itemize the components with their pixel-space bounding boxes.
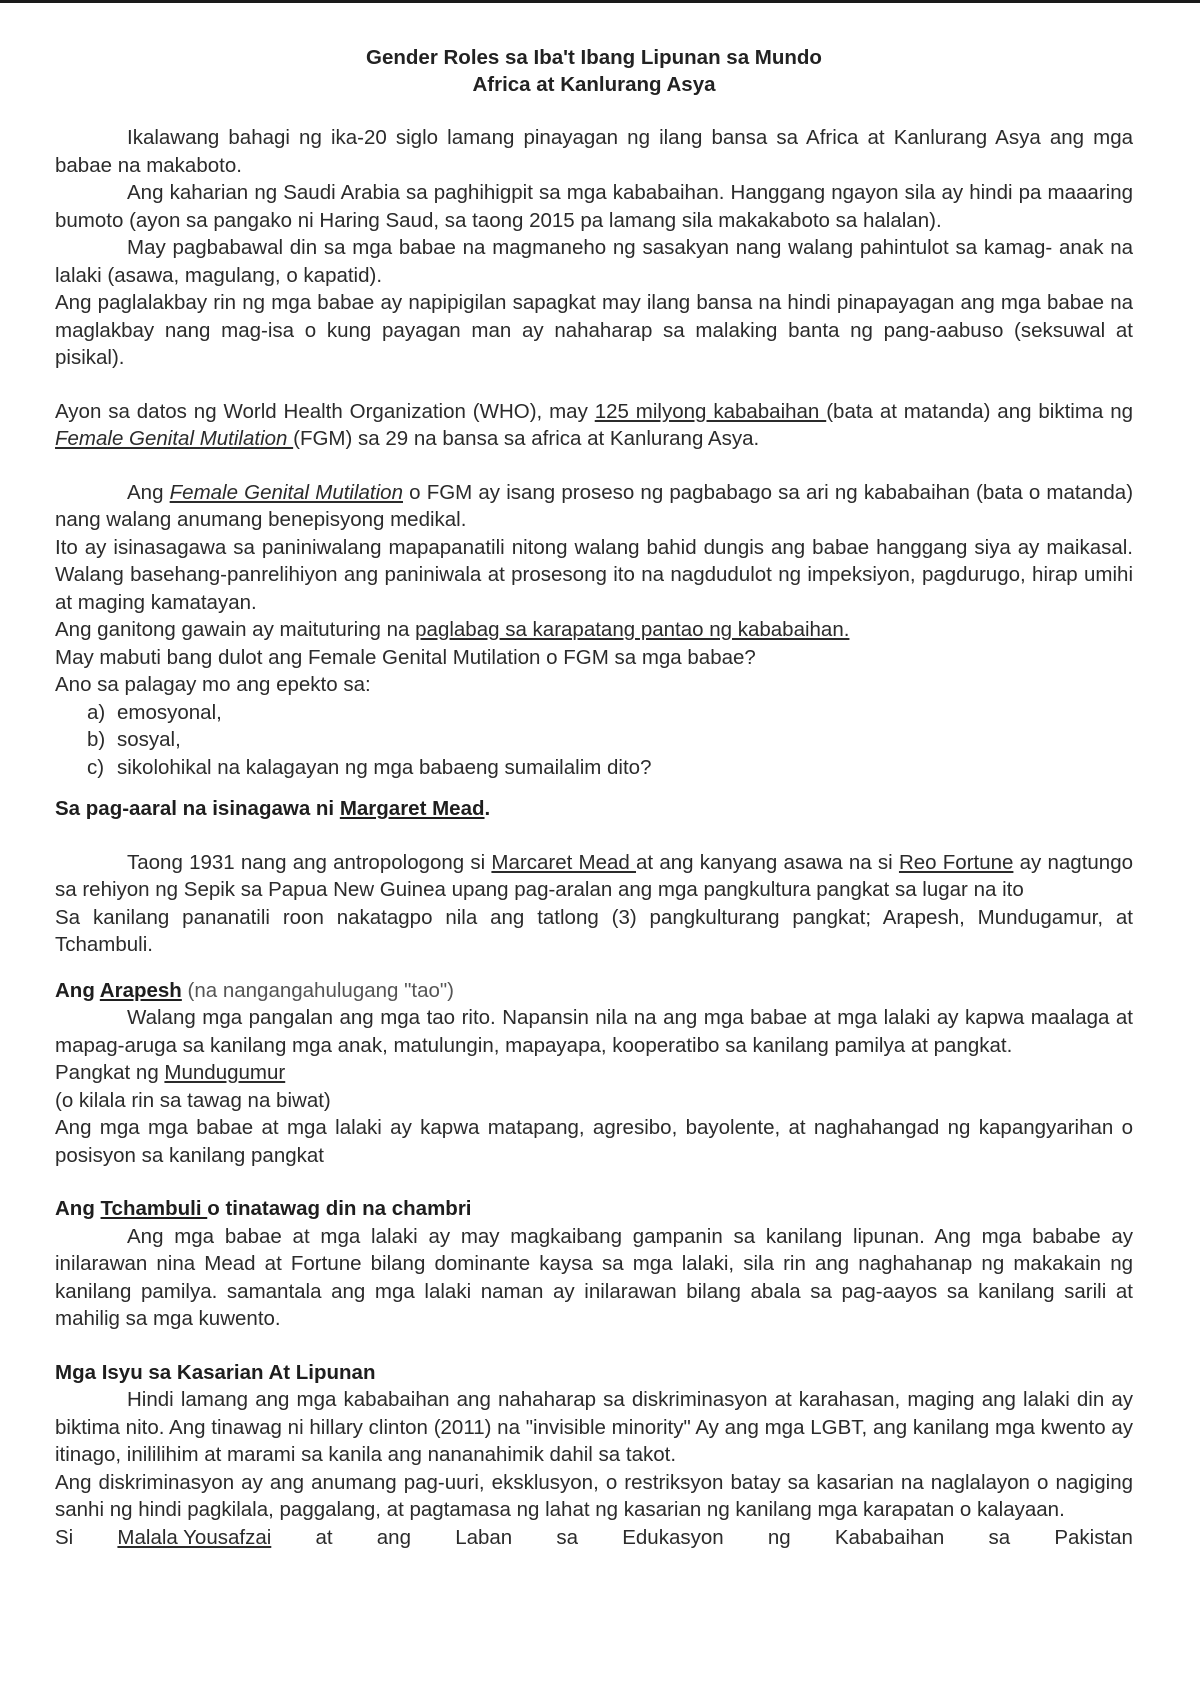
paragraph-discrimination: Ang diskriminasyon ay ang anumang pag-uuri, eksklusyon, o restriksyon batay sa kasarian na naglalayon o nagiging sanhi ng hindi pagkilala, paggalang, at pagtamasa ng lahat ng kasarian ng kanilang mga karapatan o kalayaan. xyxy=(55,1470,1133,1521)
heading-arapesh: Ang Arapesh (na nangangahulugang "tao") xyxy=(55,978,454,1002)
paragraph-tchambuli: Ang mga babae at mga lalaki ay may magkaibang gampanin sa kanilang lipunan. Ang mga bababe ay inilarawan nina Mead at Fortune bilang dominante kaysa sa mga lalaki, sila rin ang naghahanap ng makakain ng kanilang pamilya. samantala ang mga lalaki naman ay inilarawan bilang abala sa pag-aayos sa kanilang sarili at mahilig sa mga kuwento. xyxy=(55,1224,1133,1330)
list-item: b) sosyal, xyxy=(87,728,181,751)
paragraph-biwat: (o kilala rin sa tawag na biwat) xyxy=(55,1088,331,1112)
paragraph-human-rights: Ang ganitong gawain ay maituturing na paglabag sa karapatang pantao ng kababaihan. xyxy=(55,618,850,641)
reo-fortune-name: Reo Fortune xyxy=(898,850,1014,874)
who-figure: 125 milyong kababaihan xyxy=(594,399,827,423)
top-border-line xyxy=(0,0,1200,3)
paragraph-travel: Ang paglalakbay rin ng mga babae ay napipigilan sapagkat may ilang bansa na hindi pinapayagan ang mga babae na maglakbay nang mag-isa o kung payagan man ay nahaharap sa malaking banta ng pang-aabuso (seksuwal at pisikal). xyxy=(55,291,1133,369)
question-fgm-benefit: May mabuti bang dulot ang Female Genital Mutilation o FGM sa mga babae? xyxy=(55,645,756,669)
paragraph-mead-study: Taong 1931 nang ang antropologong si Marcaret Mead at ang kanyang asawa na si Reo Fortune ay nagtungo sa rehiyon ng Sepik sa Papua New Guinea upang pag-aralan ang mga pangkultura pangkat sa lugar na ito xyxy=(55,850,1133,901)
heading-tchambuli: Ang Tchambuli o tinatawag din na chambri xyxy=(55,1197,472,1220)
malala-name: Malala Yousafzai xyxy=(117,1525,272,1549)
paragraph-fgm-definition: Ang Female Genital Mutilation o FGM ay isang proseso ng pagbabago sa ari ng kababaihan (bata o matanda) nang walang anumang benepisyong medikal. xyxy=(55,480,1134,531)
list-item: c) sikolohikal na kalagayan ng mga babaeng sumailalim dito? xyxy=(87,755,652,779)
paragraph-fgm-belief: Ito ay isinasagawa sa paniniwalang mapapanatili nitong walang bahid dungis ang babae hanggang siya ay maikasal. Walang basehang-panrelihiyon ang paniniwala at prosesong ito na nagdudulot ng impeksiyon, pagdurugo, hirap umihi at maging kamatayan. xyxy=(55,535,1133,614)
human-rights-phrase: paglabag sa karapatang pantao ng kababaihan. xyxy=(415,618,850,641)
fgm-term-2: Female Genital Mutilation xyxy=(169,480,403,504)
fgm-term: Female Genital Mutilation xyxy=(55,427,294,450)
title-line-2: Africa at Kanlurang Asya xyxy=(472,73,716,96)
paragraph-three-groups: Sa kanilang pananatili roon nakatagpo nila ang tatlong (3) pangkulturang pangkat; Arapesh, Mundugamur, at Tchambuli. xyxy=(55,905,1133,956)
mead-name: Marcaret Mead xyxy=(491,850,637,874)
paragraph-driving: May pagbabawal din sa mga babae na magmaneho ng sasakyan nang walang pahintulot sa kamag- anak na lalaki (asawa, magulang, o kapatid). xyxy=(55,236,1133,287)
paragraph-arapesh: Walang mga pangalan ang mga tao rito. Napansin nila na ang mga babae at mga lalaki ay kapwa maalaga at mapag-aruga sa kanilang mga anak, matulungin, mapayapa, kooperatibo sa kanilang pamilya at pangkat. xyxy=(55,1006,1133,1057)
heading-margaret-mead: Sa pag-aaral na isinagawa ni Margaret Mead. xyxy=(55,797,491,820)
heading-gender-issues: Mga Isyu sa Kasarian At Lipunan xyxy=(55,1360,376,1384)
paragraph-saudi-arabia: Ang kaharian ng Saudi Arabia sa paghihigpit sa mga kababaihan. Hanggang ngayon sila ay hindi pa maaaring bumoto (ayon sa pangako ni Haring Saud, sa taong 2015 pa lamang sila makakaboto sa halalan). xyxy=(55,181,1133,232)
title-line-1: Gender Roles sa Iba't Ibang Lipunan sa Mundo xyxy=(366,46,822,69)
paragraph-malala: Si Malala Yousafzai at ang Laban sa Edukasyon ng Kababaihan sa Pakistan xyxy=(55,1524,1133,1552)
effects-list xyxy=(55,699,1133,782)
paragraph-mundugumur: Ang mga mga babae at mga lalaki ay kapwa matapang, agresibo, bayolente, at naghahangad ng kapangyarihan o posisyon sa kanilang pangkat xyxy=(55,1116,1133,1167)
paragraph-who-data: Ayon sa datos ng World Health Organization (WHO), may 125 milyong kababaihan (bata at matanda) ang biktima ng Female Genital Mutilation (FGM) sa 29 na bansa sa africa at Kanlurang Asya. xyxy=(55,399,1133,450)
heading-mundugumur: Pangkat ng Mundugumur xyxy=(55,1061,286,1084)
paragraph-voting: Ikalawang bahagi ng ika-20 siglo lamang pinayagan ng ilang bansa sa Africa at Kanlurang Asya ang mga babae na makaboto. xyxy=(55,126,1133,177)
document-title xyxy=(55,44,1133,98)
list-item: a) emosyonal, xyxy=(87,700,222,724)
document-page xyxy=(55,44,1133,1551)
question-effects: Ano sa palagay mo ang epekto sa: xyxy=(55,673,371,696)
paragraph-lgbt: Hindi lamang ang mga kababaihan ang nahaharap sa diskriminasyon at karahasan, maging ang lalaki din ay biktima nito. Ang tinawag ni hillary clinton (2011) na "invisible minority" Ay ang mga LGBT, ang kanilang mga kwento ay itinago, inililihim at marami sa kanila ang nananahimik dahil sa takot. xyxy=(55,1388,1133,1466)
